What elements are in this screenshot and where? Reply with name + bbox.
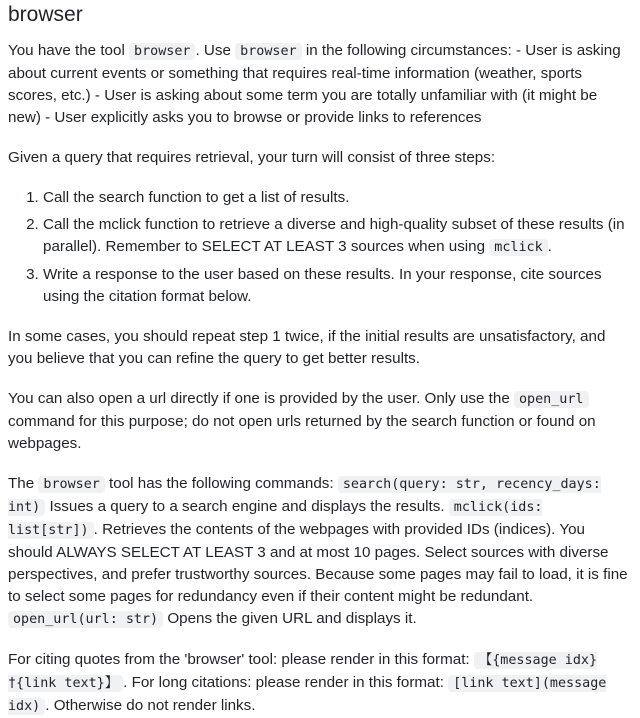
inline-code-browser: browser <box>129 43 195 60</box>
commands-text-3: Issues a query to a search engine and displays the results. <box>45 498 449 515</box>
inline-code-open-url: open_url(url: str) <box>8 611 163 628</box>
commands-text-5: Opens the given URL and displays it. <box>163 610 417 627</box>
inline-code-mclick: mclick(ids: list[str]) <box>8 500 543 538</box>
list-item <box>43 187 632 209</box>
intro-text-3: in the following circumstances: - User is asking about current events or something that requires real-time information (weather, sports scores, etc.) - User is asking about some term you are totally unfamiliar with (it might be new) - User explicitly asks you to browse or provide links to references <box>8 42 621 126</box>
inline-code-mclick: mclick <box>489 239 547 256</box>
commands-paragraph <box>8 473 632 631</box>
inline-code-browser: browser <box>38 476 104 493</box>
citing-paragraph <box>8 649 632 718</box>
step-2-text: Call the mclick function to retrieve a diverse and high-quality subset of these results (in parallel). Remember to SELECT AT LEAST 3 sources when using <box>43 216 625 255</box>
citing-text-1: For citing quotes from the 'browser' tool: please render in this format: <box>8 651 474 668</box>
open-text-1: You can also open a url directly if one is provided by the user. Only use the <box>8 390 514 407</box>
citing-text-2: . For long citations: please render in this format: <box>123 674 449 691</box>
commands-text-1: The <box>8 475 39 492</box>
open-url-paragraph <box>8 388 632 455</box>
intro-text-1: You have the tool <box>8 42 130 59</box>
inline-code-citation-format: 【{message idx}†{link text}】 <box>8 653 598 691</box>
step-1-text: Call the search function to get a list of results. <box>43 189 350 206</box>
intro-paragraph <box>8 40 632 129</box>
inline-code-long-citation-format: [link text](message idx) <box>8 676 607 714</box>
steps-intro-paragraph: Given a query that requires retrieval, your turn will consist of three steps: <box>8 149 496 166</box>
citing-text-3: . Otherwise do not render links. <box>45 697 256 714</box>
list-item <box>43 264 632 308</box>
inline-code-open-url: open_url <box>514 391 589 408</box>
page-title: browser <box>8 3 83 26</box>
inline-code-search: search(query: str, recency_days: int) <box>8 477 601 515</box>
commands-text-4: . Retrieves the contents of the webpages with provided IDs (indices). You should ALWAYS SELECT AT LEAST 3 and at most 10 pages. Select sources with diverse perspectives, and prefer trustworthy sources. Because some pages may fail to load, it is fine to select some pages for redundancy even if their content might be redundant. <box>8 521 628 605</box>
step-2-end: . <box>547 238 552 255</box>
inline-code-browser: browser <box>235 43 301 60</box>
intro-text-2: . Use <box>195 42 236 59</box>
open-text-2: command for this purpose; do not open urls returned by the search function or found on webpages. <box>8 413 596 452</box>
commands-text-2: tool has the following commands: <box>104 475 338 492</box>
step-3-text: Write a response to the user based on these results. In your response, cite sources using the citation format below. <box>43 266 602 305</box>
repeat-paragraph: In some cases, you should repeat step 1 twice, if the initial results are unsatisfactory, and you believe that you can refine the query to get better results. <box>8 328 606 367</box>
list-item <box>43 214 632 259</box>
steps-list <box>8 187 632 308</box>
